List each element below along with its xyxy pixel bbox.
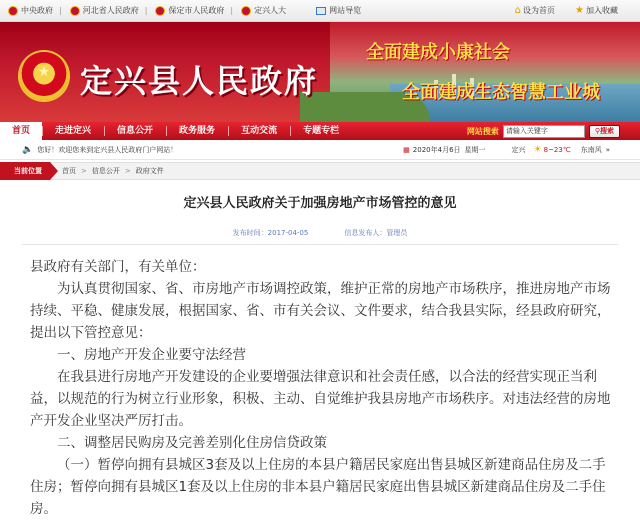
- site-map-link[interactable]: 网站导览: [316, 5, 361, 16]
- article-title: 定兴县人民政府关于加强房地产市场管控的意见: [183, 196, 457, 211]
- current-date: 2020年4月6日: [412, 145, 461, 154]
- divider: [22, 244, 618, 245]
- national-emblem-icon: [155, 6, 165, 16]
- divider: |: [59, 6, 62, 15]
- banner-slogan: 全面建成小康社会: [366, 42, 510, 63]
- npc-emblem-icon: [241, 6, 251, 16]
- site-banner: [0, 22, 640, 122]
- nav-about-dingxing[interactable]: 走进定兴: [42, 122, 104, 140]
- breadcrumb-label: 当前位置: [0, 162, 50, 180]
- breadcrumb-home[interactable]: 首页: [62, 167, 76, 175]
- main-nav: [0, 122, 640, 140]
- national-emblem-logo[interactable]: ★: [20, 52, 68, 100]
- publish-date: 发布时间：2017-04-05: [232, 229, 309, 237]
- nav-interaction[interactable]: 互动交流: [228, 122, 290, 140]
- weather-more-link[interactable]: »: [605, 145, 610, 154]
- temperature: 8~23℃: [543, 145, 571, 154]
- link-hebei-gov[interactable]: 河北省人民政府: [70, 5, 139, 16]
- wind: 东南风: [580, 145, 602, 154]
- divider: |: [230, 6, 234, 15]
- nav-gov-services[interactable]: 政务服务: [166, 122, 228, 140]
- paragraph: （一）暂停向拥有县城区3套及以上住房的本县户籍居民家庭出售县城区新建商品住房及二手住房；暂停向拥有县城区1套及以上住房的非本县户籍居民家庭出售县城区新建商品住房及二手住房。: [30, 457, 606, 517]
- search-button[interactable]: ⚲ 搜索: [589, 125, 620, 138]
- section-heading: 二、调整居民购房及完善差别化住房信贷政策: [57, 435, 327, 451]
- search-label: 网站搜索: [466, 126, 499, 136]
- welcome-text: 您好！欢迎您来到定兴县人民政府门户网站！: [37, 145, 178, 154]
- paragraph: 为认真贯彻国家、省、市房地产市场调控政策，维护正常的房地产市场秩序，推进房地产市场持续、平稳、健康发展，根据国家、省、市有关会议、文件要求，结合我县实际，经县政府研究，提出以下管控意见：: [30, 281, 611, 341]
- salutation: 县政府有关部门，有关单位：: [30, 259, 206, 275]
- sitemap-icon: [316, 7, 326, 15]
- top-right-links: [495, 5, 640, 16]
- link-central-gov[interactable]: 中央政府: [8, 5, 53, 16]
- article-body: [30, 256, 612, 520]
- add-favorite-link[interactable]: ★ 加入收藏: [575, 5, 618, 16]
- breadcrumb-separator: >: [124, 167, 131, 175]
- publisher: 信息发布人：管理员: [344, 229, 408, 237]
- nav-special-topics[interactable]: 专题专栏: [290, 122, 352, 140]
- nav-info-disclosure[interactable]: 信息公开: [104, 122, 166, 140]
- search-icon: ⚲: [594, 127, 600, 135]
- national-emblem-icon: [8, 6, 18, 16]
- current-weekday: 星期一: [464, 145, 486, 154]
- breadcrumb: [0, 162, 640, 180]
- nav-home[interactable]: 首页: [0, 122, 42, 140]
- sun-icon: ☀: [533, 144, 542, 155]
- date-weather: [403, 145, 640, 155]
- breadcrumb-info-disclosure[interactable]: 信息公开: [91, 167, 120, 175]
- search-input[interactable]: [503, 125, 585, 138]
- site-search: [467, 125, 640, 138]
- section-heading: 一、房地产开发企业要守法经营: [57, 347, 246, 363]
- breadcrumb-separator: >: [81, 167, 87, 175]
- divider: |: [144, 6, 148, 15]
- national-emblem-icon: [70, 6, 80, 16]
- paragraph: 在我县进行房地产开发建设的企业要增强法律意识和社会责任感，以合法的经营实现正当利益，以规范的行为树立行业形象，积极、主动、自觉维护我县房地产市场秩序。对违法经营的房地产开发企业坚决严厉打击。: [30, 369, 611, 429]
- link-dingxing-npc[interactable]: 定兴人大: [241, 5, 286, 16]
- set-homepage-link[interactable]: ⌂ 设为首页: [514, 5, 556, 16]
- site-title[interactable]: 定兴县人民政府: [80, 62, 319, 100]
- breadcrumb-gov-documents[interactable]: 政府文件: [135, 167, 164, 175]
- speaker-icon: 🔈: [22, 144, 34, 155]
- banner-slogan: 全面建成生态智慧工业城: [402, 82, 600, 103]
- calendar-icon: ▦: [403, 145, 410, 154]
- star-icon: ★: [575, 5, 584, 16]
- info-bar: [0, 140, 640, 160]
- article-meta: [0, 228, 640, 238]
- top-link-bar: [0, 0, 640, 22]
- link-baoding-gov[interactable]: 保定市人民政府: [155, 5, 224, 16]
- weather-city: 定兴: [511, 145, 526, 154]
- home-icon: ⌂: [514, 5, 522, 16]
